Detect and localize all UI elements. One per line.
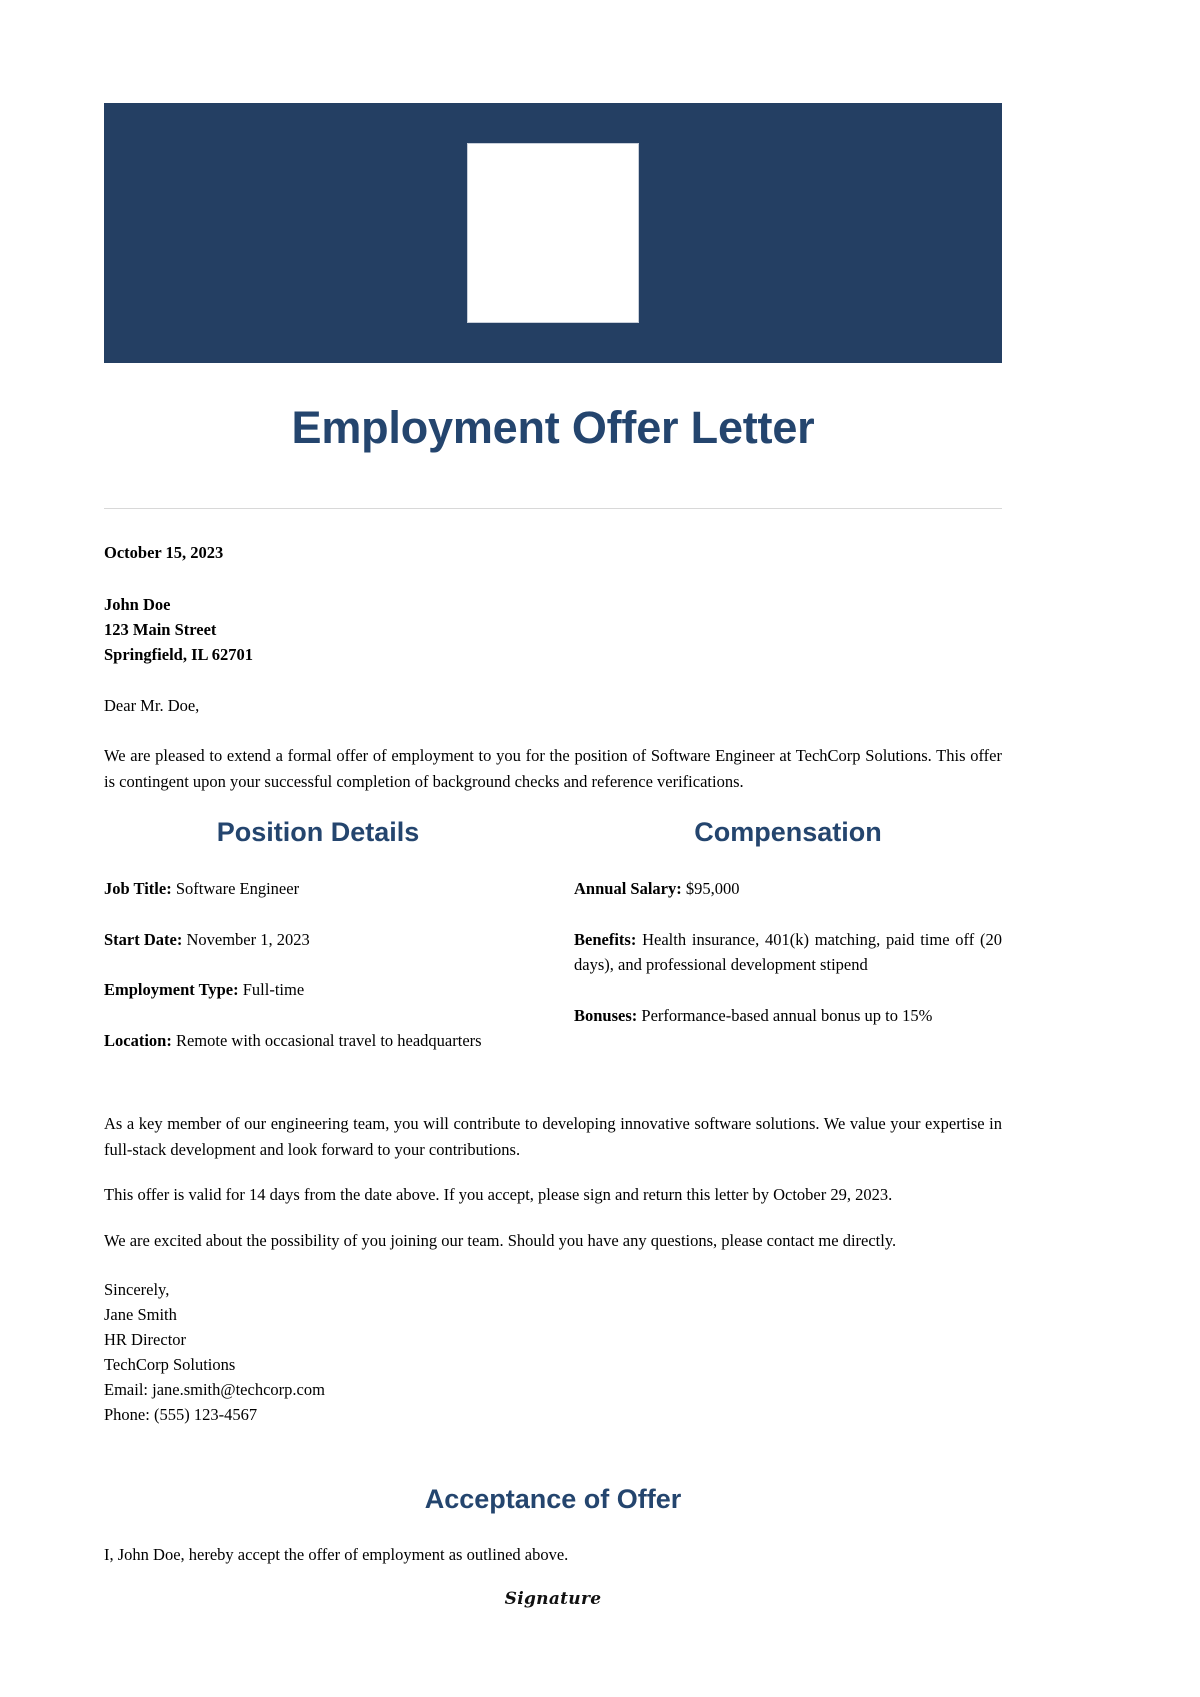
detail-value: Health insurance, 401(k) matching, paid time off (20 days), and professional development stipend bbox=[574, 929, 1003, 975]
detail-label: Annual Salary: bbox=[574, 879, 682, 899]
letter-date: October 15, 2023 bbox=[104, 543, 224, 562]
detail-value: Performance-based annual bonus up to 15% bbox=[641, 1005, 933, 1025]
closing-paragraph-3: We are excited about the possibility of you joining our team. Should you have any questions, please contact me directly. bbox=[104, 1230, 897, 1250]
closing-paragraph-2: This offer is valid for 14 days from the date above. If you accept, please sign and return this letter by October 29, 2023. bbox=[104, 1185, 893, 1205]
closing-paragraph-1: As a key member of our engineering team, you will contribute to developing innovative software solutions. We value your expertise in full-stack development and look forward to your contributions. bbox=[104, 1114, 1002, 1159]
valediction: Sincerely, bbox=[104, 1280, 170, 1300]
detail-row bbox=[104, 927, 532, 953]
page-title: Employment Offer Letter bbox=[291, 402, 815, 453]
compensation-heading: Compensation bbox=[694, 817, 882, 847]
detail-label: Location: bbox=[104, 1030, 172, 1050]
detail-label: Benefits: bbox=[574, 929, 637, 949]
detail-label: Employment Type: bbox=[104, 980, 239, 1000]
detail-value: November 1, 2023 bbox=[186, 929, 310, 949]
acceptance-statement: I, John Doe, hereby accept the offer of employment as outlined above. bbox=[104, 1544, 569, 1564]
detail-value: Software Engineer bbox=[175, 879, 300, 899]
detail-row bbox=[574, 1003, 1002, 1029]
detail-value: Full-time bbox=[242, 980, 305, 1000]
detail-label: Bonuses: bbox=[574, 1005, 638, 1025]
letter-body bbox=[104, 540, 1002, 1609]
signoff-block bbox=[104, 1277, 1002, 1427]
sender-email: Email: jane.smith@techcorp.com bbox=[104, 1380, 325, 1400]
recipient-address-block bbox=[104, 592, 1002, 667]
detail-label: Job Title: bbox=[104, 879, 172, 899]
acceptance-heading: Acceptance of Offer bbox=[424, 1484, 682, 1515]
detail-row bbox=[104, 977, 532, 1003]
signature-mark: Signature bbox=[504, 1588, 602, 1609]
company-logo-placeholder-icon bbox=[467, 143, 639, 323]
sender-company: TechCorp Solutions bbox=[104, 1355, 236, 1375]
detail-row bbox=[104, 1028, 532, 1054]
salutation: Dear Mr. Doe, bbox=[104, 696, 200, 715]
recipient-city-state-zip: Springfield, IL 62701 bbox=[104, 645, 253, 664]
detail-value: $95,000 bbox=[685, 879, 740, 899]
detail-row bbox=[574, 927, 1002, 978]
detail-value: Remote with occasional travel to headquarters bbox=[175, 1030, 482, 1050]
position-details-column bbox=[104, 816, 532, 1053]
recipient-name: John Doe bbox=[104, 595, 171, 614]
sender-name: Jane Smith bbox=[104, 1305, 177, 1325]
position-details-heading: Position Details bbox=[216, 817, 420, 847]
closing-paragraphs bbox=[104, 1111, 1002, 1253]
detail-label: Start Date: bbox=[104, 929, 183, 949]
title-divider bbox=[104, 508, 1002, 509]
recipient-street: 123 Main Street bbox=[104, 620, 217, 639]
intro-paragraph: We are pleased to extend a formal offer of employment to you for the position of Software Engineer at TechCorp Solutions. This offer is contingent upon your successful completion of background checks and reference verifications. bbox=[104, 746, 1002, 791]
sender-phone: Phone: (555) 123-4567 bbox=[104, 1405, 258, 1425]
detail-row bbox=[104, 876, 532, 902]
sender-title: HR Director bbox=[104, 1330, 187, 1350]
details-columns bbox=[104, 816, 1002, 1053]
compensation-column bbox=[574, 816, 1002, 1053]
detail-row bbox=[574, 876, 1002, 902]
letterhead-banner bbox=[104, 103, 1002, 363]
